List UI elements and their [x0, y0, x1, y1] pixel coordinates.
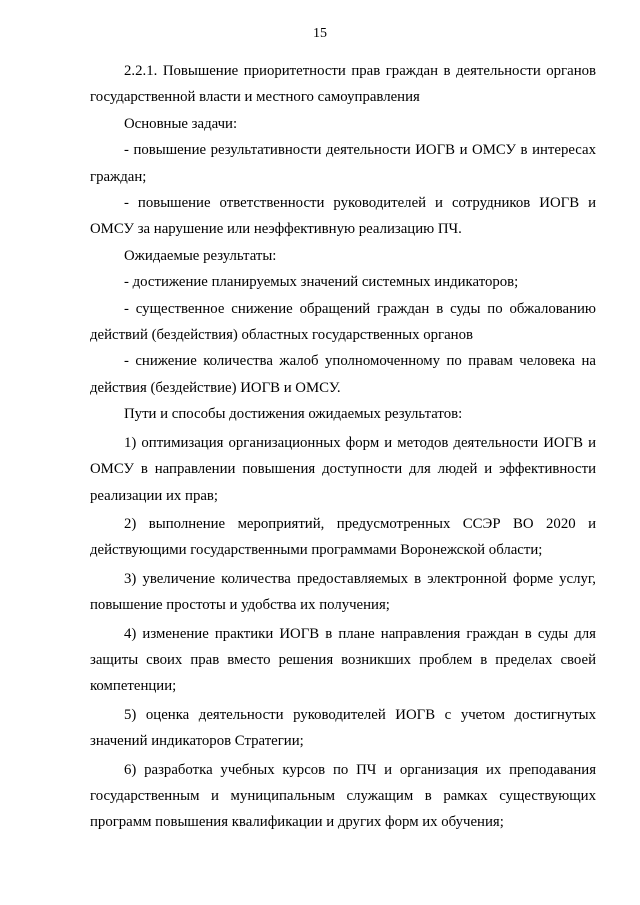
subheading-expected-results: Ожидаемые результаты:	[124, 247, 277, 264]
body-text	[90, 58, 596, 836]
numbered-item: 1) оптимизация организационных форм и методов деятельности ИОГВ и ОМСУ в направлении повышения доступности для людей и эффективности реализации их прав;	[90, 434, 596, 504]
page-number: 15	[313, 26, 327, 41]
numbered-item: 6) разработка учебных курсов по ПЧ и организация их преподавания государственным и муниципальным служащим в рамках существующих программ повышения квалификации и других форм их обучения;	[90, 761, 596, 831]
numbered-item: 5) оценка деятельности руководителей ИОГВ с учетом достигнутых значений индикаторов Стратегии;	[90, 706, 596, 750]
result-item: - снижение количества жалоб уполномоченному по правам человека на действия (бездействие) ИОГВ и ОМСУ.	[90, 353, 596, 396]
subheading-ways-and-means: Пути и способы достижения ожидаемых результатов:	[124, 406, 463, 423]
task-item: - повышение ответственности руководителей и сотрудников ИОГВ и ОМСУ за нарушение или неэффективную реализацию ПЧ.	[90, 195, 596, 238]
numbered-item: 4) изменение практики ИОГВ в плане направления граждан в суды для защиты своих прав вместо решения возникших проблем в пределах своей компетенции;	[90, 625, 596, 695]
numbered-item: 2) выполнение мероприятий, предусмотренных ССЭР ВО 2020 и действующими государственными программами Воронежской области;	[90, 515, 596, 559]
numbered-item: 3) увеличение количества предоставляемых в электронной форме услуг, повышение простоты и удобства их получения;	[90, 570, 596, 614]
subheading-main-tasks: Основные задачи:	[124, 115, 238, 132]
section-heading: 2.2.1. Повышение приоритетности прав граждан в деятельности органов государственной власти и местного самоуправления	[90, 63, 596, 106]
task-item: - повышение результативности деятельности ИОГВ и ОМСУ в интересах граждан;	[90, 142, 596, 185]
result-item: - существенное снижение обращений граждан в суды по обжалованию действий (бездействия) областных государственных органов	[90, 300, 596, 344]
result-item: - достижение планируемых значений системных индикаторов;	[124, 274, 519, 291]
